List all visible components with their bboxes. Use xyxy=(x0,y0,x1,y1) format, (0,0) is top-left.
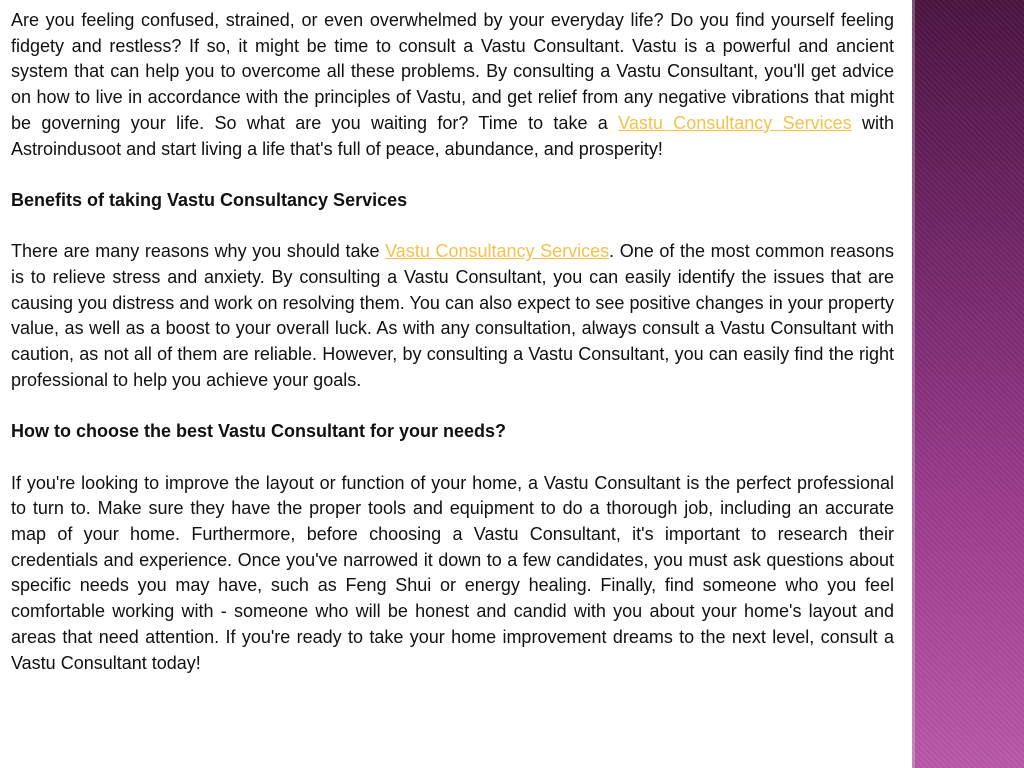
decorative-side-band xyxy=(912,0,1024,768)
spacer xyxy=(11,445,894,471)
spacer xyxy=(11,214,894,240)
document-body xyxy=(11,8,894,676)
spacer xyxy=(11,162,894,188)
intro-text-before: Are you feeling confused, strained, or even overwhelmed by your everyday life? Do you find yourself feeling fidgety and restless? If so, it might be time to consult a Vastu Consultant. Vastu is a powerful and ancient system that can help you to overcome all these problems. By consulting a Vastu Consultant, you'll get advice on how to live in accordance with the principles of Vastu, and get relief from any negative vibrations that might be governing your life. So what are you waiting for? Time to take a xyxy=(11,10,894,133)
choose-paragraph: If you're looking to improve the layout or function of your home, a Vastu Consultant is the perfect professional to turn to. Make sure they have the proper tools and equipment to do a thorough job, including an accurate map of your home. Furthermore, before choosing a Vastu Consultant, it's important to research their credentials and experience. Once you've narrowed it down to a few candidates, you must ask questions about specific needs you may have, such as Feng Shui or energy healing. Finally, find someone who you feel comfortable working with - someone who will be honest and candid with you about your home's layout and areas that need attention. If you're ready to take your home improvement dreams to the next level, consult a Vastu Consultant today! xyxy=(11,472,894,673)
vastu-services-link-1[interactable]: Vastu Consultancy Services xyxy=(618,112,852,133)
vastu-services-link-2[interactable]: Vastu Consultancy Services xyxy=(385,241,610,262)
benefits-text-before: There are many reasons why you should take xyxy=(11,241,386,262)
intro-text-after: with Astroindusoot and start living a life that's full of peace, abundance, and prosperity! xyxy=(11,112,894,159)
spacer xyxy=(11,394,894,420)
benefits-heading: Benefits of taking Vastu Consultancy Services xyxy=(11,189,408,210)
benefits-paragraph xyxy=(11,239,894,393)
choose-heading: How to choose the best Vastu Consultant for your needs? xyxy=(11,421,507,442)
benefits-text-after: . One of the most common reasons is to relieve stress and anxiety. By consulting a Vastu Consultant, you can easily identify the issues that are causing you distress and work on resolving them. You can also expect to see positive changes in your property value, as well as a boost to your overall luck. As with any consultation, always consult a Vastu Consultant with caution, as not all of them are reliable. However, by consulting a Vastu Consultant, you can easily find the right professional to help you achieve your goals. xyxy=(11,241,894,390)
intro-paragraph xyxy=(11,8,894,162)
